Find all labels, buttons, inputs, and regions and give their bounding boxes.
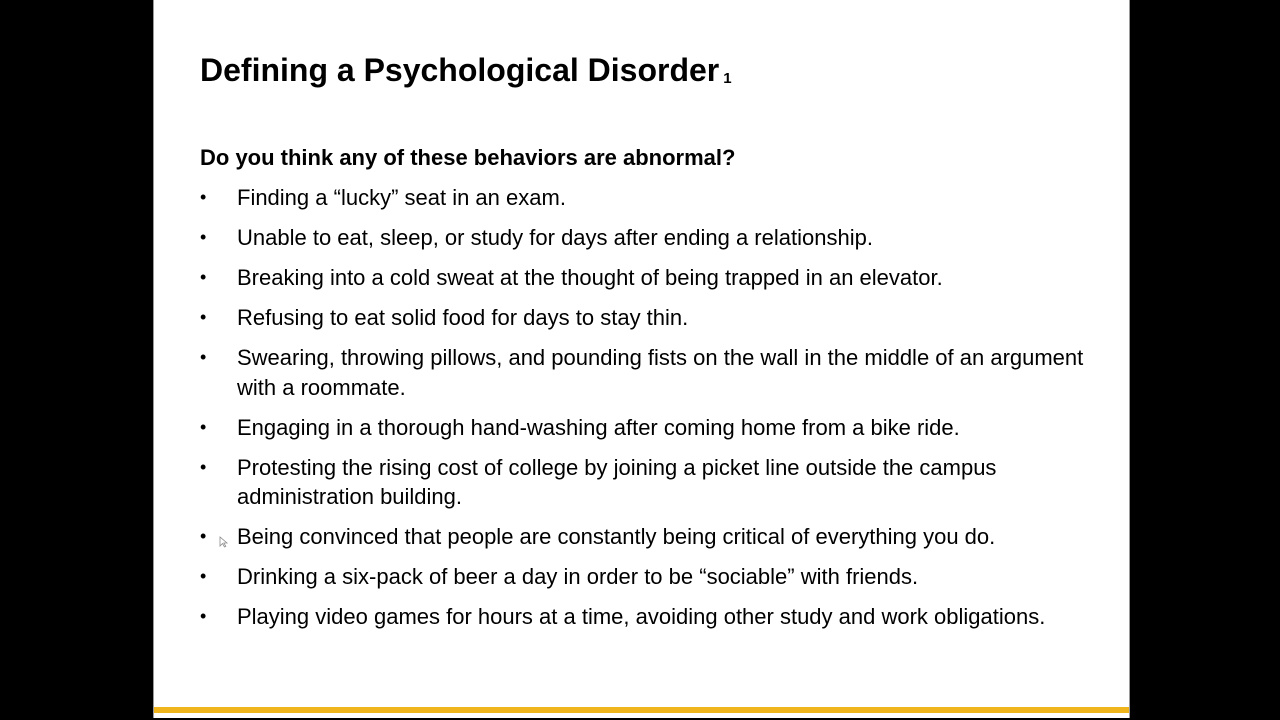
bullet-icon: •	[200, 267, 207, 287]
list-item	[200, 303, 1100, 333]
list-item	[200, 602, 1100, 632]
slide-title-superscript: 1	[723, 70, 732, 87]
bullet-icon: •	[200, 227, 207, 247]
bullet-icon: •	[200, 526, 207, 546]
slide-title-text: Defining a Psychological Disorder	[200, 52, 720, 88]
list-item	[200, 562, 1100, 592]
bullet-icon: •	[200, 307, 207, 327]
list-item	[200, 263, 1100, 293]
list-item	[200, 522, 1100, 552]
accent-bar	[154, 707, 1129, 713]
list-item	[200, 343, 1100, 402]
list-item-text: Finding a “lucky” seat in an exam.	[237, 185, 566, 210]
list-item-text: Protesting the rising cost of college by joining a picket line outside the campus administration building.	[237, 454, 997, 509]
bullet-icon: •	[200, 566, 207, 586]
list-item	[200, 183, 1100, 213]
slide-question: Do you think any of these behaviors are abnormal?	[200, 145, 736, 170]
list-item	[200, 453, 1100, 512]
list-item-text: Breaking into a cold sweat at the thought of being trapped in an elevator.	[237, 265, 943, 290]
mouse-pointer-icon	[219, 536, 229, 548]
list-item	[200, 223, 1100, 253]
bullet-icon: •	[200, 456, 207, 477]
bullet-icon: •	[200, 347, 207, 367]
list-item	[200, 413, 1100, 443]
list-item-text: Refusing to eat solid food for days to stay thin.	[237, 305, 689, 330]
bullet-icon: •	[200, 187, 207, 207]
list-item-text: Swearing, throwing pillows, and pounding fists on the wall in the middle of an argument with a roommate.	[237, 345, 1084, 400]
list-item-text: Being convinced that people are constantly being critical of everything you do.	[237, 524, 996, 549]
bullet-icon: •	[200, 606, 207, 626]
list-item-text: Playing video games for hours at a time, avoiding other study and work obligations.	[237, 604, 1046, 629]
bullet-icon: •	[200, 416, 207, 437]
presentation-slide	[153, 0, 1130, 718]
list-item-text: Engaging in a thorough hand-washing after coming home from a bike ride.	[237, 414, 960, 440]
list-item-text: Unable to eat, sleep, or study for days after ending a relationship.	[237, 225, 873, 250]
slide-title	[200, 50, 732, 99]
list-item-text: Drinking a six-pack of beer a day in order to be “sociable” with friends.	[237, 564, 919, 589]
behavior-list	[200, 183, 1100, 642]
